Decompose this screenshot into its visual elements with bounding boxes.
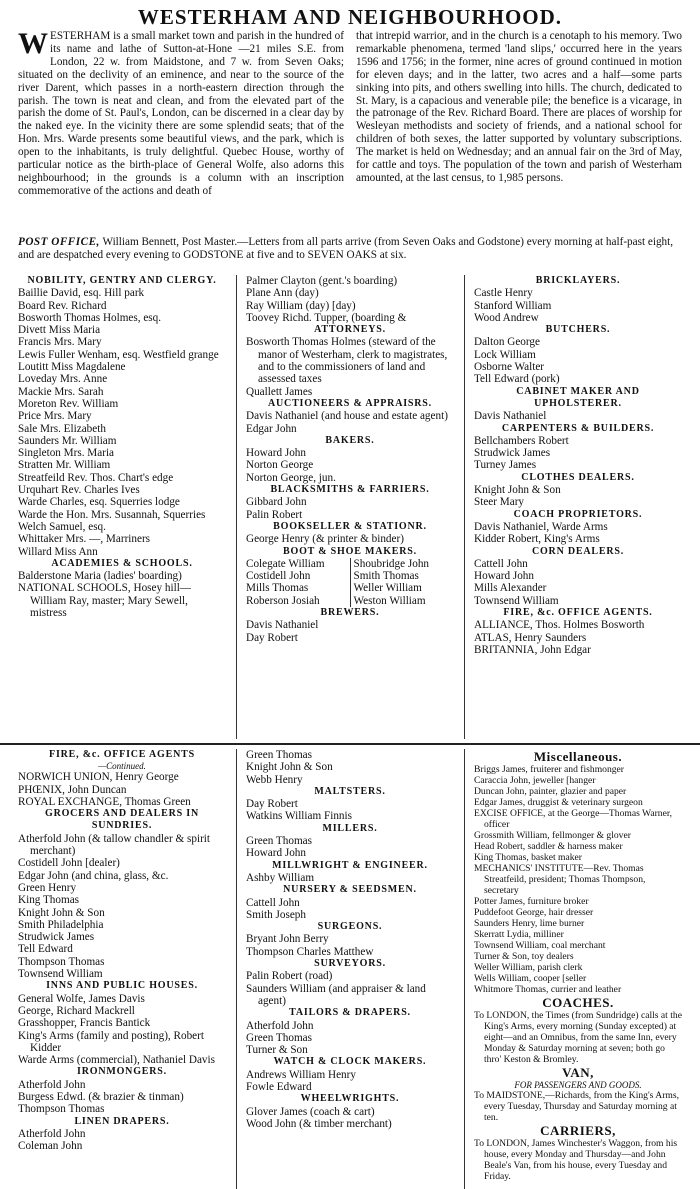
listing-entry: Edgar John (and china, glass, &c. [18,869,169,882]
listing-column-1 [18,275,226,739]
listing-entry: Thompson Charles Matthew [246,945,374,958]
listing-entry: Davis Nathaniel [246,619,319,632]
listing-entry: Green Thomas [246,835,312,848]
category-heading: TAILORS & DRAPERS. [289,1007,411,1019]
category-heading: SURVEYORS. [314,958,386,970]
listing-entry: Mills Thomas [246,582,351,594]
listing-entry: NATIONAL SCHOOLS, Hosey hill—William Ray, master; Mary Sewell, mistress [18,582,191,620]
page-title: WESTERHAM AND NEIGHBOURHOOD. [137,5,563,29]
category-subheading: FOR PASSENGERS AND GOODS. [514,1080,642,1090]
listing-entry: NORWICH UNION, Henry George [18,771,179,784]
listing-entry: Kidder Robert, King's Arms [474,533,600,546]
listing-entry: Singleton Mrs. Maria [18,447,115,460]
listing-entry: Skerratt Lydia, milliner [474,929,564,940]
listing-entry: Townsend William [18,968,103,981]
listing-entry: Coleman John [18,1140,83,1153]
category-heading: AUCTIONEERS & APPRAISRS. [268,397,432,409]
listing-entry: Green Thomas [246,749,312,761]
listing-entry: Divett Miss Maria [18,324,101,337]
listing-entry: Cattell John [246,896,300,909]
listing-entry: Andrews William Henry [246,1068,356,1081]
category-subheading: —Continued. [98,761,146,772]
listing-entry: Howard John [246,847,306,860]
column-divider [236,749,237,1189]
listing-column-2 [246,275,454,739]
listing-entry: Townsend William [474,594,559,607]
listing-entry: Thompson Thomas [18,955,105,968]
category-heading: ACADEMIES & SCHOOLS. [51,557,193,569]
listing-entry: Norton George, jun. [246,471,336,484]
listing-entry: Urquhart Rev. Charles Ives [18,484,140,497]
listing-entry: Ray William (day) [day) [246,299,356,312]
category-heading-large: Miscellaneous. [533,749,623,764]
category-heading: CLOTHES DEALERS. [521,471,635,483]
listing-entry: Strudwick James [474,447,551,460]
listing-entry: Willard Miss Ann [18,545,98,558]
category-heading: FIRE, &c. OFFICE AGENTS. [503,607,653,619]
column-divider [236,275,237,739]
listing-entry: Welch Samuel, esq. [18,520,106,533]
listing-entry: Puddefoot George, hair dresser [474,907,594,918]
category-heading: SURGEONS. [317,921,383,933]
listing-entry: Edgar John [246,422,297,435]
listing-entry: Dalton George [474,336,540,349]
listing-entry: Bosworth Thomas Holmes, esq. [18,311,162,324]
listing-entry: To MAIDSTONE,—Richards, from the King's Arms, every Tuesday, Thursday and Saturday morning at ten. [474,1090,679,1123]
listing-entry: Lock William [474,348,536,361]
category-heading: COACH PROPRIETORS. [513,508,643,520]
directory-page [18,4,682,1182]
listing-entry: Burgess Edwd. (& brazier & tinman) [18,1091,184,1104]
listing-entry: Weller William [353,582,422,595]
listing-entry: Caraccia John, jeweller [hanger [474,775,596,786]
category-heading: BLACKSMITHS & FARRIERS. [270,484,430,496]
listing-entry: Shoubridge John [353,557,430,570]
category-heading-large: VAN, [562,1065,594,1080]
listing-entry: PHŒNIX, John Duncan [18,783,127,796]
category-heading: IRONMONGERS. [77,1066,167,1078]
listing-entry: Colegate William [246,558,351,570]
listing-entry: Warde Arms (commercial), Nathaniel Davis [18,1054,215,1067]
drop-cap: W [18,30,48,60]
listing-column-4 [18,749,226,1189]
listing-entry: Quallett James [246,385,313,398]
listing-entry: Bosworth Thomas Holmes (steward of the manor of Westerham, clerk to magistrates, and to the commissioners of land and assessed taxes [246,336,448,386]
listing-entry: Warde the Hon. Mrs. Susannah, Squerries [18,508,206,521]
listing-entry: Mackie Mrs. Sarah [18,385,104,398]
listing-entry: ROYAL EXCHANGE, Thomas Green [18,795,191,808]
listing-entry: Tell Edward (pork) [474,373,560,386]
listing-entry: Smith Philadelphia [18,918,104,931]
listing-entry: Gibbard John [246,496,307,509]
listing-entry: Smith Joseph [246,908,306,921]
listing-entry: Baillie David, esq. Hill park [18,287,145,300]
listing-entry: Briggs James, fruiterer and fishmonger [474,764,624,775]
listing-column-3 [474,275,682,739]
listing-entry: Turner & Son [246,1044,308,1057]
listing-entry-pair [246,558,454,570]
listing-entry: George, Richard Mackrell [18,1004,135,1017]
listing-entry: Costidell John [dealer) [18,857,120,870]
listing-entry: Mills Alexander [474,582,547,595]
listing-entry: Costidell John [246,570,351,582]
listing-entry: Lewis Fuller Wenham, esq. Westfield grange [18,348,219,361]
category-heading: ATTORNEYS. [314,324,386,336]
listing-entry: Smith Thomas [353,570,419,583]
listing-entry: To LONDON, the Times (from Sundridge) calls at the King's Arms, every morning (Sunday excepted) at eight—and an Omnibus, from the same Inn, every Monday & Saturday morning at seven; both go thro' Keston & Bromley. [474,1010,682,1065]
category-heading: NURSERY & SEEDSMEN. [283,884,417,896]
listing-entry-pair [246,582,454,594]
listing-entry: Edgar James, druggist & veterinary surgeon [474,797,643,808]
listing-entry: Board Rev. Richard [18,299,107,312]
listing-entry: Stratten Mr. William [18,459,111,472]
listing-entry: Saunders Henry, lime burner [474,918,585,929]
listing-entry: Green Thomas [246,1031,312,1044]
listing-entry: Saunders William (and appraiser & land agent) [246,982,426,1007]
category-heading: BRICKLAYERS. [535,275,621,286]
listing-entry: Grasshopper, Francis Bantick [18,1017,151,1030]
listing-entry: Ashby William [246,871,315,884]
listing-entry-pair [246,570,454,582]
category-heading: BOOT & SHOE MAKERS. [283,545,417,557]
listing-entry: Fowle Edward [246,1081,312,1094]
listing-entry-pair [246,595,454,607]
listing-entry: BRITANNIA, John Edgar [474,643,591,656]
post-office-heading: POST OFFICE, [18,236,100,248]
listing-entry: Bryant John Berry [246,933,329,946]
listing-entry: Davis Nathaniel (and house and estate agent) [246,410,448,423]
listing-entry: Sale Mrs. Elizabeth [18,422,106,435]
listing-entry: Davis Nathaniel, Warde Arms [474,520,608,533]
listing-entry: Steer Mary [474,496,525,509]
listing-entry: Thompson Thomas [18,1103,105,1116]
category-heading: GROCERS AND DEALERS IN SUNDRIES. [44,808,200,832]
listing-entry: George Henry (& printer & binder) [246,533,404,546]
section-divider-rule [0,743,700,745]
listing-entry: ALLIANCE, Thos. Holmes Bosworth [474,619,645,632]
listing-entry: Warde Charles, esq. Squerries lodge [18,496,180,509]
category-heading: MILLWRIGHT & ENGINEER. [272,859,428,871]
listing-entry: General Wolfe, James Davis [18,992,145,1005]
category-heading: BAKERS. [325,434,375,446]
listing-entry: To LONDON, James Winchester's Waggon, from his house, every Monday and Thursday—and John Beale's Van, from his house, every Tuesday and Friday. [474,1138,678,1182]
listing-entry: Strudwick James [18,931,95,944]
listing-entry: Grossmith William, fellmonger & glover [474,830,631,841]
listing-entry: Potter James, furniture broker [474,896,589,907]
listing-entry: Davis Nathaniel [474,410,547,423]
listing-entry: ATLAS, Henry Saunders [474,631,587,644]
listing-entry: Knight John & Son [246,761,333,774]
listing-entry: Atherfold John [246,1019,314,1032]
listing-entry: Glover James (coach & cart) [246,1105,375,1118]
intro-left-column [18,30,344,236]
top-listing-section [18,275,682,739]
listing-column-6 [474,749,682,1189]
listing-entry: Day Robert [246,631,298,644]
listing-entry: Price Mrs. Mary [18,410,92,423]
listing-entry: King Thomas [18,894,80,907]
listing-entry: Howard John [474,570,534,583]
listing-entry: Balderstone Maria (ladies' boarding) [18,570,182,583]
intro-right-column [356,30,682,236]
category-heading: BOOKSELLER & STATIONR. [273,520,427,532]
listing-entry: Toovey Richd. Tupper, (boarding & [246,311,407,324]
listing-entry: Castle Henry [474,287,533,300]
category-heading: MALTSTERS. [314,785,386,797]
listing-entry: Streatfeild Rev. Thos. Chart's edge [18,471,174,484]
listing-entry: Stanford William [474,299,552,312]
listing-entry: Whitmore Thomas, currier and leather [474,984,622,995]
category-heading-large: CARRIERS, [540,1123,616,1138]
listing-entry: Norton George [246,459,314,472]
listing-entry: Plane Ann (day) [246,287,319,300]
listing-entry: MECHANICS' INSTITUTE—Rev. Thomas Streatfeild, president; Thomas Thompson, secretary [474,863,646,896]
listing-entry: Wood John (& timber merchant) [246,1117,392,1130]
post-office-text: William Bennett, Post Master.—Letters from all parts arrive (from Seven Oaks and Godstone) every morning at half-past eight, and are despatched every evening to GODSTONE at five and to SEVEN OAKS at six. [18,236,674,261]
listing-entry: Whittaker Mrs. —, Marriners [18,533,151,546]
column-divider [464,749,465,1189]
category-heading: WHEELWRIGHTS. [300,1093,400,1105]
post-office-notice [18,236,682,275]
listing-entry: Duncan John, painter, glazier and paper [474,786,627,797]
listing-entry: King Thomas, basket maker [474,852,582,863]
listing-entry: Osborne Walter [474,361,545,374]
listing-entry: Loveday Mrs. Anne [18,373,108,386]
listing-entry: Bellchambers Robert [474,434,569,447]
category-heading: BREWERS. [320,607,380,619]
intro-paragraph-left: ESTERHAM is a small market town and parish in the hundred of its name and lathe of Sutton-at-Hone —21 miles S.E. from London, 22 w. from Maidstone, and 7 w. from Seven Oaks; situated on the declivity of an eminence, and near to the source of the river Darent, which passes in a north-eastern direction through the parish. The town is neat and clean, and from the elevated part of the parish the dome of St. Paul's, London, can be discerned in a clear day by the naked eye. In the vicinity there are some splendid seats; that of the Hon. Mrs. Warde presents some beautiful views, and the park, which is open to the inhabitants, is truly delightful. Quebec House, worthy of particular notice as the birth-place of General Wolfe, also adorns this neighbourhood; in the grounds is a column with an inscription commemorative of the actions and death of [18,30,344,197]
listing-entry: Palin Robert [246,508,303,521]
listing-entry: Day Robert [246,798,298,811]
listing-entry: Wells William, cooper [seller [474,973,587,984]
listing-entry: Townsend William, coal merchant [474,940,606,951]
listing-entry: Webb Henry [246,773,303,786]
listing-entry: Moreton Rev. William [18,397,119,410]
listing-entry: Palin Robert (road) [246,970,333,983]
listing-entry: Atherfold John [18,1078,86,1091]
listing-column-5 [246,749,454,1189]
category-heading-large: COACHES. [542,995,614,1010]
listing-entry: Turney James [474,459,537,472]
category-heading: INNS AND PUBLIC HOUSES. [46,980,198,992]
bottom-listing-section [18,749,682,1189]
category-heading: NOBILITY, GENTRY AND CLERGY. [27,275,217,286]
category-heading: BUTCHERS. [545,324,611,336]
category-heading: WATCH & CLOCK MAKERS. [273,1056,427,1068]
listing-entry: Head Robert, saddler & harness maker [474,841,623,852]
intro-paragraph-right: that intrepid warrior, and in the church is a cenotaph to his memory. Two remarkable phenomena, termed 'land slips,' occurred here in the years 1596 and 1756; in the former, nine acres of ground continued in motion for eleven days; and in the latter, two acres and a half—some parts sinking into pits, and others swelling into hills. The church, dedicated to St. Mary, is a capacious and venerable pile; the benefice is a vicarage, in the patronage of the Rev. Richard Board. There are places of worship for Wesleyan methodists and society of friends, and a national school for children of both sexes, the latter supported by voluntary subscriptions. The market is held on Wednesday; and an annual fair on the 3rd of May, for cattle and toys. The population of the town and parish of Westerham amounted, at the last census, to 1,985 persons. [356,30,682,184]
column-divider [464,275,465,739]
listing-entry: Howard John [246,447,306,460]
listing-entry: Palmer Clayton (gent.'s boarding) [246,275,398,287]
intro-text [18,30,682,236]
category-heading: MILLERS. [322,822,378,834]
listing-entry: Knight John & Son [474,484,561,497]
listing-entry: Turner & Son, toy dealers [474,951,574,962]
listing-entry: Green Henry [18,881,77,894]
listing-entry: Weston William [353,594,426,607]
listing-entry: Atherfold John (& tallow chandler & spirit merchant) [18,832,211,858]
listing-entry: Atherfold John [18,1127,86,1140]
listing-entry: Roberson Josiah [246,595,351,607]
listing-entry: King's Arms (family and posting), Robert Kidder [18,1029,204,1054]
listing-entry: Cattell John [474,557,528,570]
listing-entry: Francis Mrs. Mary [18,336,102,349]
listing-entry: EXCISE OFFICE, at the George—Thomas Warner, officer [474,808,673,830]
category-heading: CARPENTERS & BUILDERS. [501,422,655,434]
category-heading: FIRE, &c. OFFICE AGENTS [49,749,195,760]
listing-entry: Weller William, parish clerk [474,962,583,973]
listing-entry: Saunders Mr. William [18,434,117,447]
category-heading: CORN DEALERS. [531,545,625,557]
listing-entry: Wood Andrew [474,311,539,324]
listing-entry: Knight John & Son [18,906,105,919]
category-heading: LINEN DRAPERS. [74,1115,170,1127]
listing-entry: Watkins William Finnis [246,810,352,823]
category-heading: CABINET MAKER AND UPHOLSTERER. [516,385,640,409]
listing-entry: Tell Edward [18,943,73,956]
listing-entry: Loutitt Miss Magdalene [18,361,126,374]
